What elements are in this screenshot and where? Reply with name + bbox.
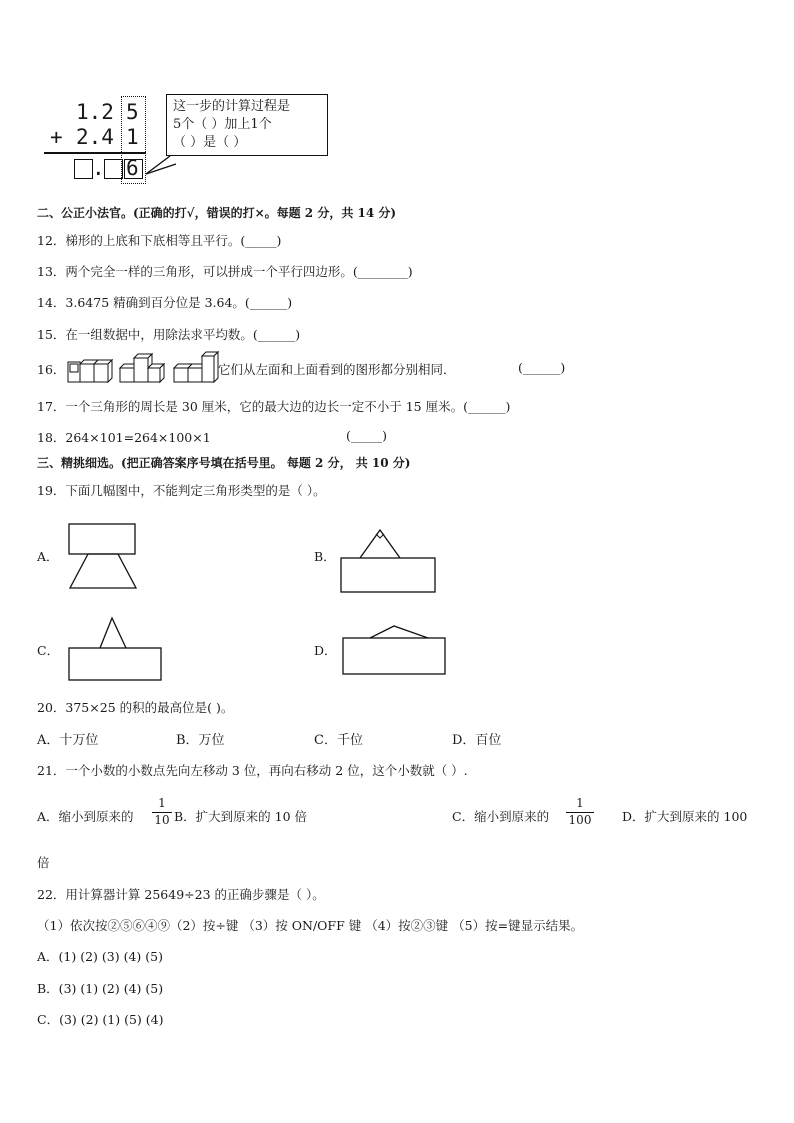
- bubble-line-1: 这一步的计算过程是: [173, 99, 291, 114]
- section-2-header: 二、公正小法官。(正确的打√，错误的打×。每题 2 分，共 14 分): [37, 206, 397, 220]
- q21-option-c-fraction: [566, 796, 594, 827]
- question-19: 19．下面几幅图中，不能判定三角形类型的是（ ）。: [37, 483, 326, 498]
- plus-sign: +: [50, 125, 63, 149]
- bubble-line-3: （ ）是（ ）: [173, 135, 247, 150]
- question-16-blank: (______): [518, 360, 566, 375]
- fraction-numerator: 1: [158, 796, 166, 810]
- q20-option-d: D．百位: [452, 733, 502, 748]
- addend-2: 2.4: [76, 125, 114, 149]
- q19-option-d-figure: [340, 622, 450, 678]
- q19-option-a-label: A．: [37, 549, 59, 564]
- result-last-digit: 6: [126, 156, 139, 180]
- addend-1-last-digit: 5: [126, 100, 139, 124]
- q21-option-b: B．扩大到原来的 10 倍: [174, 809, 308, 824]
- q21-option-a-text: A．缩小到原来的: [37, 809, 134, 824]
- addend-2-last-digit: 1: [126, 125, 139, 149]
- question-21: 21．一个小数的小数点先向左移动 3 位，再向右移动 2 位，这个小数就（ ）.: [37, 763, 468, 778]
- cube-figures: [66, 350, 222, 386]
- question-13: 13．两个完全一样的三角形，可以拼成一个平行四边形。(________): [37, 264, 413, 279]
- question-16-number: 16．: [37, 362, 66, 377]
- speech-bubble: [166, 94, 328, 156]
- q19-option-b-label: B．: [314, 549, 336, 564]
- addend-1: 1.2: [76, 100, 114, 124]
- q19-option-a-figure: [66, 520, 142, 592]
- fraction-numerator: 1: [576, 796, 584, 810]
- answer-box-ones: [74, 159, 93, 179]
- q20-option-b: B．万位: [176, 733, 225, 748]
- q22-option-c: C．(3) (2) (1) (5) (4): [37, 1012, 164, 1027]
- question-20: 20．375×25 的积的最高位是( )。: [37, 700, 234, 715]
- question-14: 14．3.6475 精确到百分位是 3.64。(______): [37, 295, 293, 310]
- question-17: 17．一个三角形的周长是 30 厘米，它的最大边的边长一定不小于 15 厘米。(______): [37, 399, 511, 414]
- q22-option-a: A．(1) (2) (3) (4) (5): [37, 949, 163, 964]
- question-15: 15．在一组数据中，用除法求平均数。(______): [37, 327, 301, 342]
- q21-option-d: D．扩大到原来的 100: [622, 809, 748, 824]
- q21-option-c-text: C．缩小到原来的: [452, 809, 550, 824]
- q21-option-a-fraction: [152, 796, 172, 827]
- q19-option-c-figure: [66, 614, 166, 684]
- q19-option-b-figure: [338, 524, 440, 594]
- result-decimal-point: .: [92, 156, 105, 180]
- bubble-line-2: 5个（ ）加上1个: [173, 117, 272, 132]
- question-12: 12．梯形的上底和下底相等且平行。(_____): [37, 233, 282, 248]
- q19-option-c-label: C．: [37, 643, 60, 658]
- question-18: 18．264×101=264×100×1: [37, 430, 211, 445]
- q22-option-b: B．(3) (1) (2) (4) (5): [37, 981, 164, 996]
- question-16-text: 它们从左面和上面看到的图形都分别相同．: [218, 362, 456, 377]
- question-22: 22．用计算器计算 25649÷23 的正确步骤是（ ）。: [37, 887, 325, 902]
- question-18-blank: (_____): [346, 428, 388, 443]
- q19-option-d-label: D．: [314, 643, 337, 658]
- q22-steps: （1）依次按②⑤⑥④⑨（2）按÷键 （3）按 ON/OFF 键 （4）按②③键 （5）按=键显示结果。: [37, 918, 584, 933]
- q21-option-d-continued: 倍: [37, 855, 50, 870]
- q20-option-c: C．千位: [314, 733, 363, 748]
- q20-option-a: A．十万位: [37, 733, 99, 748]
- section-3-header: 三、精挑细选。(把正确答案序号填在括号里。 每题 2 分， 共 10 分): [37, 456, 411, 470]
- fraction-denominator: 100: [566, 812, 594, 827]
- fraction-denominator: 10: [152, 812, 172, 827]
